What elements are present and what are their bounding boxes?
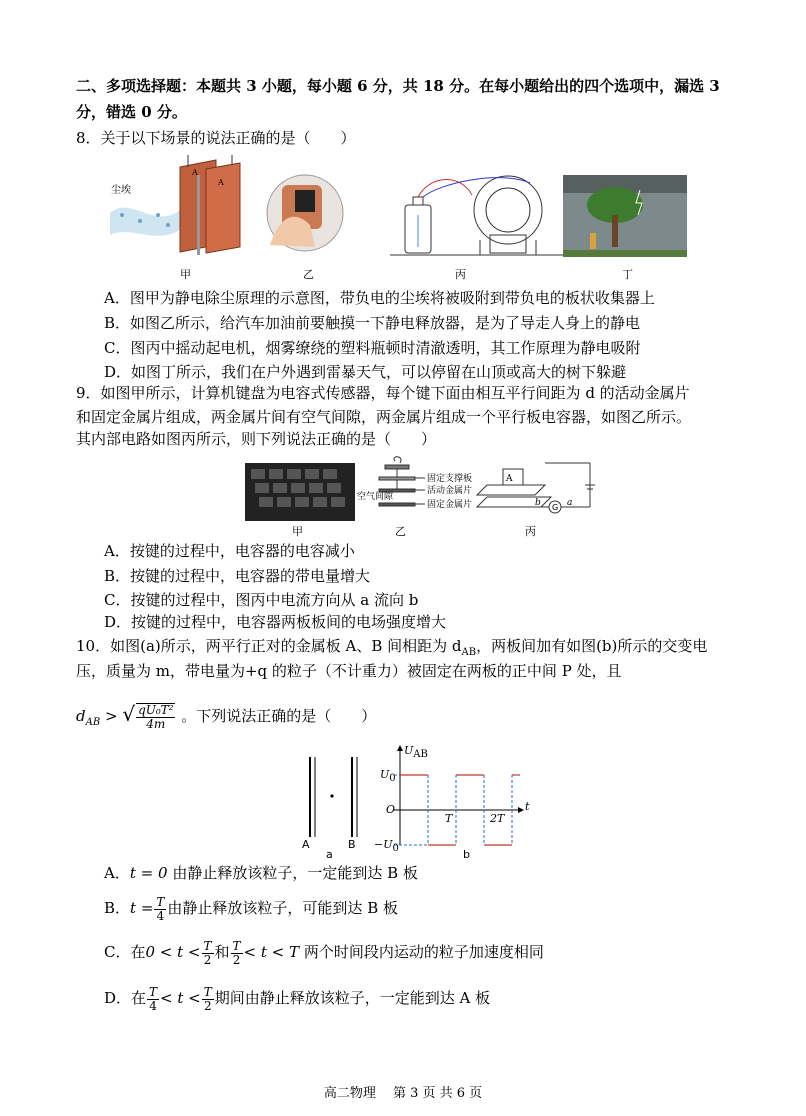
svg-text:空气间隙: 空气间隙 [357,492,394,502]
q9-figures [245,455,605,523]
q9-stem-2: 和固定金属片组成，两金属片间有空气间隙，两金属片组成一个平行板电容器，如图乙所示。 [76,408,692,426]
origin-label: O [386,803,396,816]
svg-text:b: b [535,498,541,508]
q9-fig-label-bing: 丙 [525,525,536,538]
page-footer: 高二物理 第 3 页 共 6 页 [323,1086,483,1101]
svg-text:固定支撑板: 固定支撑板 [427,474,473,484]
q10-condition: $d_{AB}$ > √ $\frac{\text{qU₀T²}}{4m}$ 。下列说法正确的是（ ） [76,702,377,731]
svg-text:a: a [567,498,573,508]
svg-text:A: A [192,168,198,177]
q10-option-d: D．在 $\frac{T}{4}$ < t < $\frac{T}{2}$ 期间由静止释放该粒子，一定能到达 A 板 [104,984,491,1013]
q10-option-b: B．t = $\frac{T}{4}$ 由静止释放该粒子，可能到达 B 板 [104,894,398,923]
q8-fig-label-ding: 丁 [622,268,633,281]
q9-option-d: D．按键的过程中，电容器两板板间的电场强度增大 [104,613,447,631]
svg-text:活动金属片: 活动金属片 [427,486,473,496]
q9-option-b: B．按键的过程中，电容器的带电量增大 [104,567,371,585]
fig-ding-storm [563,175,687,257]
fig-yi-static-release [267,175,343,251]
svg-text:A: A [218,178,224,187]
svg-text:A: A [506,474,513,484]
q8-figures [110,155,690,275]
section-title-cont: 分，错选 0 分。 [76,103,187,121]
section-title: 二、多项选择题：本题共 3 小题，每小题 6 分，共 18 分。在每小题给出的四个选项中，漏选 3 [76,77,720,95]
q9-stem-1: 9．如图甲所示，计算机键盘为电容式传感器，每个键下面由相互平行间距为 d 的活动金属片 [76,384,690,402]
q10-plate-b-label: B [348,838,356,851]
tick-2T-label: 2T [490,812,505,825]
q10-fig-a-caption: a [326,848,333,861]
neg-u0-label: $-U_0$ [374,838,399,855]
u0-label: $U_0$ [380,768,396,785]
q8-fig-label-yi: 乙 [303,268,314,281]
q10-stem-1: 10．如图(a)所示，两平行正对的金属板 A、B 间相距为 $d_{AB}$，两板间加有如图(b)所示的交变电 [76,637,708,658]
q9-fig-label-yi: 乙 [395,525,406,538]
q8-stem: 8．关于以下场景的说法正确的是（ ） [76,129,356,147]
q10-plate-a-label: A [302,838,310,851]
q10-option-a: A．t = 0 由静止释放该粒子，一定能到达 B 板 [104,864,418,882]
uab-axis-label: $U_{AB}$ [404,744,428,761]
t-axis-label: t [525,800,530,813]
q10-figures [300,745,540,855]
q10-option-c: C．在0 < t < $\frac{T}{2}$ 和 $\frac{T}{2}$ < t < T 两个时间段内运动的粒子加速度相同 [104,938,544,967]
q9-option-c: C．按键的过程中，图丙中电流方向从 a 流向 b [104,591,419,609]
q10-fig-b-caption: b [463,848,470,861]
q9-stem-3: 其内部电路如图丙所示，则下列说法正确的是（ ） [76,430,437,448]
q8-option-c: C．图丙中摇动起电机，烟雾缭绕的塑料瓶顿时清澈透明，其工作原理为静电吸附 [104,339,641,357]
q8-option-a: A．图甲为静电除尘原理的示意图，带负电的尘埃将被吸附到带负电的板状收集器上 [104,289,655,307]
q9-fig-label-jia: 甲 [292,525,303,538]
fig-bing-generator [390,176,570,255]
q8-option-d: D．如图丁所示，我们在户外遇到雷暴天气，可以停留在山顶或高大的树下躲避 [104,363,627,381]
q8-fig-label-bing: 丙 [455,268,466,281]
tick-T-label: T [445,812,453,825]
svg-text:固定金属片: 固定金属片 [427,500,473,510]
svg-text:G: G [552,503,559,512]
q8-fig-label-jia: 甲 [180,268,191,281]
q10-stem-2: 压，质量为 m，带电量为+q 的粒子（不计重力）被固定在两板的正中间 P 处，且 [76,662,622,680]
dust-label: 尘埃 [111,185,131,196]
fig-jia-precipitator [110,155,240,255]
q9-option-a: A．按键的过程中，电容器的电容减小 [104,542,355,560]
q8-option-b: B．如图乙所示，给汽车加油前要触摸一下静电释放器，是为了导走人身上的静电 [104,314,641,332]
